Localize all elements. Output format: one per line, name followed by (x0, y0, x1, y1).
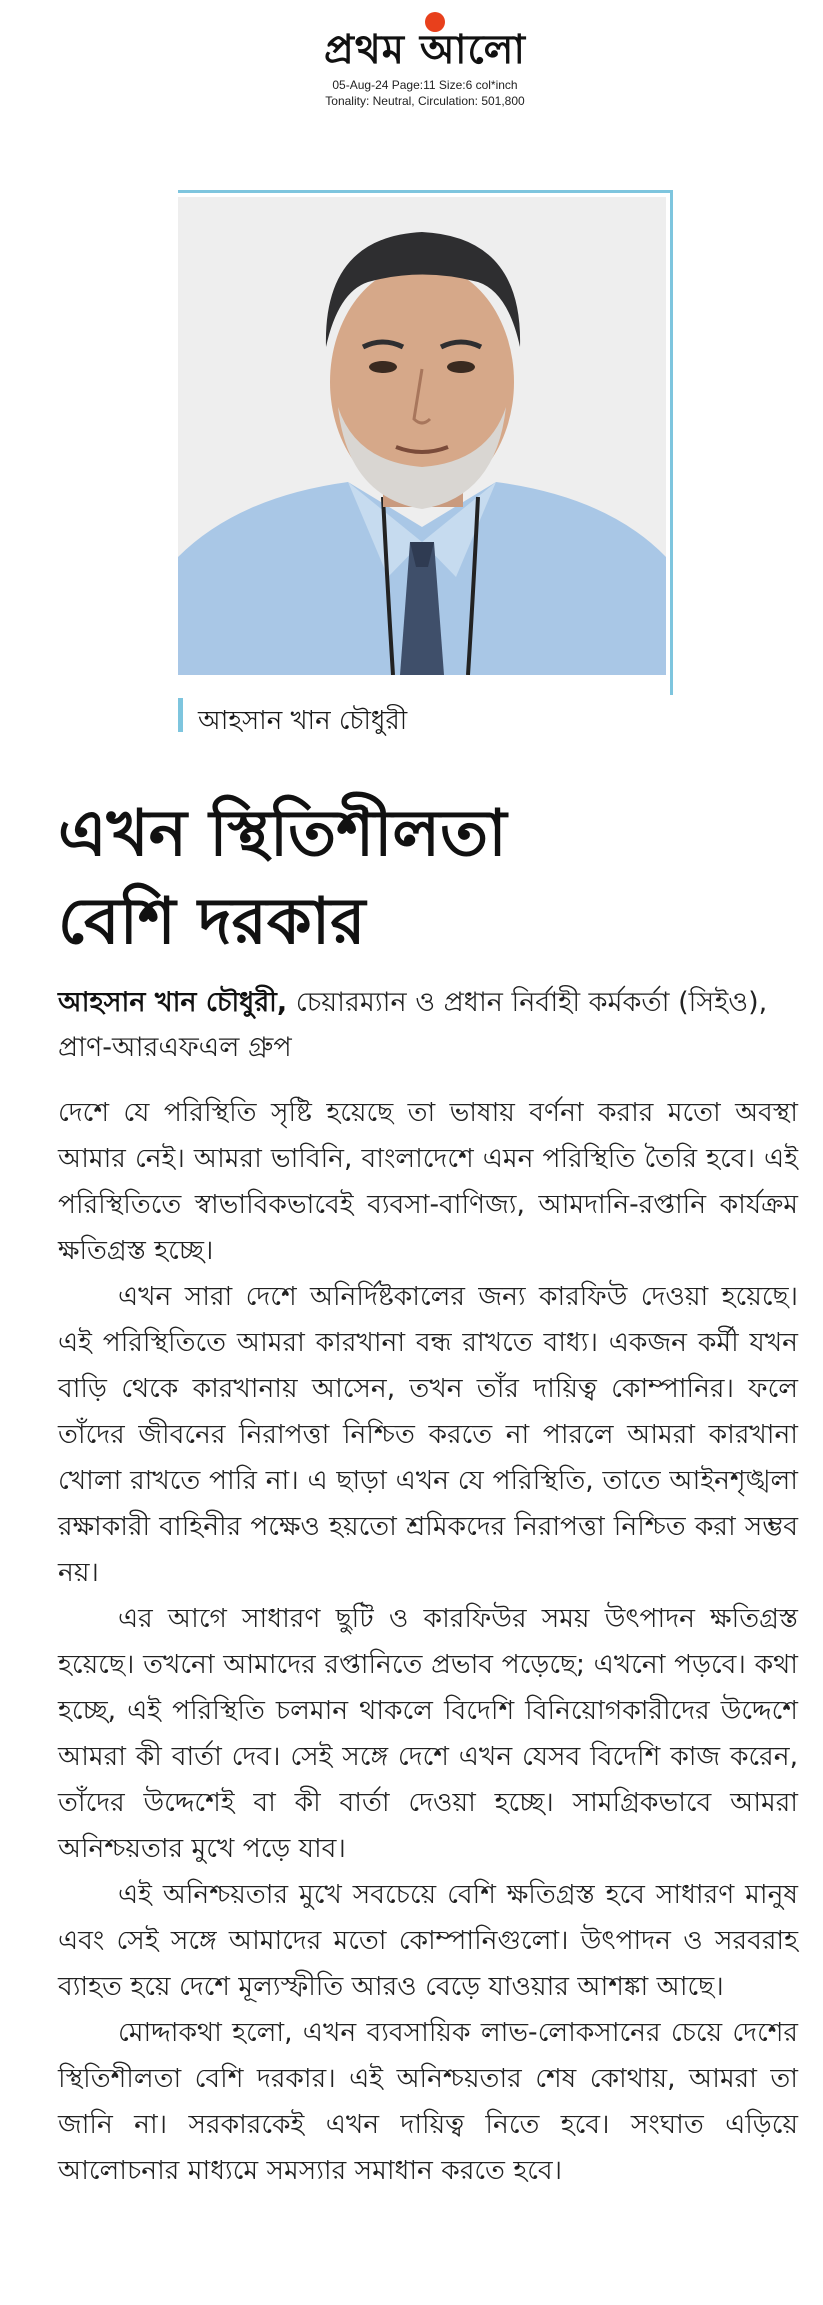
article-body (58, 1090, 798, 2194)
byline-name: আহসান খান চৌধুরী, (58, 987, 288, 1018)
photo-caption: আহসান খান চৌধুরী (198, 706, 408, 736)
clipping-meta-circulation: Tonality: Neutral, Circulation: 501,800 (325, 94, 525, 108)
logo-text: প্রথম আলো (323, 26, 527, 73)
article-byline (58, 980, 778, 1070)
article-headline (58, 790, 778, 966)
article-paragraph: এর আগে সাধারণ ছুটি ও কারফিউর সময় উৎপাদন ক্ষতিগ্রস্ত হয়েছে। তখনো আমাদের রপ্তানিতে প্রভাব পড়েছে; এখনো পড়বে। কথা হচ্ছে, এই পরিস্থিতি চলমান থাকলে বিদেশি বিনিয়োগকারীদের উদ্দেশে আমরা কী বার্তা দেব। সেই সঙ্গে দেশে এখন যেসব বিদেশি কাজ করেন, তাঁদের উদ্দেশেই বা কী বার্তা দেওয়া হচ্ছে। সামগ্রিকভাবে আমরা অনিশ্চয়তার মুখে পড়ে যাব। (58, 1603, 798, 1864)
portrait-photo (178, 197, 666, 675)
portrait-illustration (178, 197, 666, 675)
masthead (0, 0, 823, 120)
caption-accent-bar (178, 698, 183, 732)
article-paragraph: এই অনিশ্চয়তার মুখে সবচেয়ে বেশি ক্ষতিগ্রস্ত হবে সাধারণ মানুষ এবং সেই সঙ্গে আমাদের মতো কোম্পানিগুলো। উৎপাদন ও সরবরাহ ব্যাহত হয়ে দেশে মূল্যস্ফীতি আরও বেড়ে যাওয়ার আশঙ্কা আছে। (58, 1879, 798, 2002)
frame-accent-right (670, 190, 673, 695)
byline-role: চেয়ারম্যান ও প্রধান নির্বাহী কর্মকর্তা (সিইও), প্রাণ-আরএফএল গ্রুপ (58, 987, 768, 1063)
headline-line-2: বেশি দরকার (58, 885, 366, 959)
article-paragraph: মোদ্দাকথা হলো, এখন ব্যবসায়িক লাভ-লোকসানের চেয়ে দেশের স্থিতিশীলতা বেশি দরকার। এই অনিশ্চয়তার শেষ কোথায়, আমরা তা জানি না। সরকারকেই এখন দায়িত্ব নিতে হবে। সংঘাত এড়িয়ে আলোচনার মাধ্যমে সমস্যার সমাধান করতে হবে। (58, 2017, 798, 2186)
newspaper-logo (275, 10, 575, 72)
headline-line-1: এখন স্থিতিশীলতা (58, 797, 507, 871)
frame-accent-top (178, 190, 673, 193)
clipping-meta-date: 05-Aug-24 Page:11 Size:6 col*inch (332, 78, 518, 92)
article-paragraph: এখন সারা দেশে অনির্দিষ্টকালের জন্য কারফিউ দেওয়া হয়েছে। এই পরিস্থিতিতে আমরা কারখানা বন্ধ রাখতে বাধ্য। একজন কর্মী যখন বাড়ি থেকে কারখানায় আসেন, তখন তাঁর দায়িত্ব কোম্পানির। ফলে তাঁদের জীবনের নিরাপত্তা নিশ্চিত করতে না পারলে আমরা কারখানা খোলা রাখতে পারি না। এ ছাড়া এখন যে পরিস্থিতি, তাতে আইনশৃঙ্খলা রক্ষাকারী বাহিনীর পক্ষেও হয়তো শ্রমিকদের নিরাপত্তা নিশ্চিত করা সম্ভব নয়। (58, 1281, 798, 1588)
article-paragraph: দেশে যে পরিস্থিতি সৃষ্টি হয়েছে তা ভাষায় বর্ণনা করার মতো অবস্থা আমার নেই। আমরা ভাবিনি, বাংলাদেশে এমন পরিস্থিতি তৈরি হবে। এই পরিস্থিতিতে স্বাভাবিকভাবেই ব্যবসা-বাণিজ্য, আমদানি-রপ্তানি কার্যক্রম ক্ষতিগ্রস্ত হচ্ছে। (58, 1097, 798, 1266)
